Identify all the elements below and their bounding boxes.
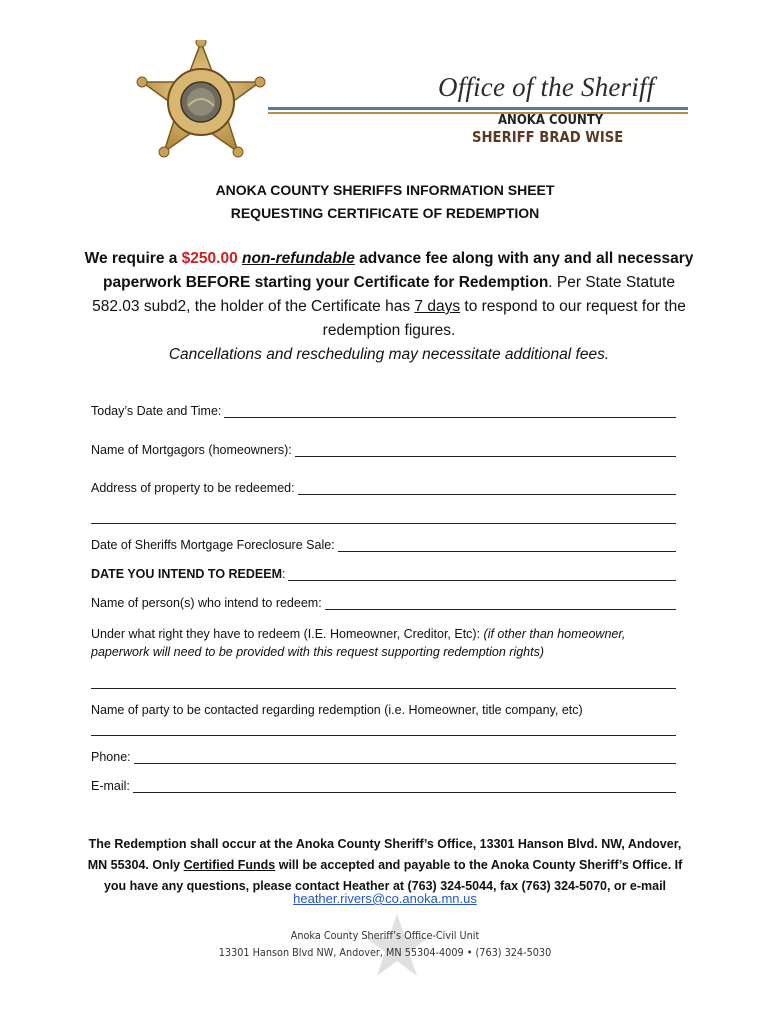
intend-date-colon: : (282, 567, 286, 581)
fee-notice (84, 247, 694, 367)
redeeming-persons-line[interactable] (325, 597, 676, 610)
mortgagors-label: Name of Mortgagors (homeowners): (91, 443, 292, 457)
phone-label: Phone: (91, 750, 131, 764)
redemption-right-note: (if other than homeowner, paperwork will need to be provided with this request supporting redemption rights) (91, 627, 626, 659)
intend-date-field[interactable] (91, 567, 676, 581)
notice-text-2: advance fee along with any and all necessary paperwork BEFORE starting your Certificate for Redemption (103, 250, 694, 291)
property-address-field[interactable] (91, 481, 676, 495)
cancellation-note: Cancellations and rescheduling may necessitate additional fees. (168, 346, 610, 363)
civil-unit-address: 13301 Hanson Blvd NW, Andover, MN 55304-4009 • (763) 324-5030 (218, 946, 552, 959)
sheet-title: ANOKA COUNTY SHERIFFS INFORMATION SHEET (215, 182, 555, 198)
todays-date-line[interactable] (224, 405, 676, 418)
redemption-right-label: Under what right they have to redeem (I.E. Homeowner, Creditor, Etc): (91, 627, 484, 641)
phone-line[interactable] (134, 751, 676, 764)
non-refundable-label: non-refundable (242, 250, 355, 267)
notice-text-4: to respond to our request for the redemption figures. (322, 298, 686, 339)
office-title: Office of the Sheriff (438, 72, 655, 102)
notice-text-1: We require a (84, 250, 182, 267)
certified-funds: Certified Funds (183, 858, 276, 872)
intend-date-line[interactable] (288, 568, 676, 581)
contact-email-link[interactable]: heather.rivers@co.anoka.mn.us (293, 891, 477, 906)
header-rule-gold (268, 112, 688, 114)
county-name: ANOKA COUNTY (498, 113, 604, 128)
sale-date-label: Date of Sheriffs Mortgage Foreclosure Sale: (91, 538, 335, 552)
property-address-line-2[interactable] (91, 523, 676, 524)
mortgagors-line[interactable] (295, 444, 676, 457)
sale-date-field[interactable] (91, 538, 676, 552)
property-address-label: Address of property to be redeemed: (91, 481, 295, 495)
email-field[interactable] (91, 779, 676, 793)
response-days: 7 days (414, 298, 461, 315)
intend-date-label: DATE YOU INTEND TO REDEEM (91, 567, 282, 581)
redemption-instructions (84, 834, 686, 897)
footer-text-1: The Redemption shall occur at the Anoka County Sheriff’s Office, 13301 Hanson Blvd. NW, Andover, MN 55304. Only (87, 837, 682, 872)
redeeming-persons-field[interactable] (91, 596, 676, 610)
sheriff-name: SHERIFF BRAD WISE (472, 128, 624, 146)
sheriff-badge-logo (136, 40, 266, 170)
todays-date-field[interactable] (91, 404, 676, 418)
sheet-subtitle: REQUESTING CERTIFICATE OF REDEMPTION (230, 205, 540, 221)
contact-party-label: Name of party to be contacted regarding redemption (i.e. Homeowner, title company, etc) (91, 703, 583, 717)
property-address-line[interactable] (298, 482, 676, 495)
email-label: E-mail: (91, 779, 130, 793)
redeeming-persons-label: Name of person(s) who intend to redeem: (91, 596, 322, 610)
header-rule-blue (268, 107, 688, 110)
notice-text-3: . Per State Statute 582.03 subd2, the holder of the Certificate has (92, 274, 675, 315)
redemption-right-line[interactable] (91, 688, 676, 689)
mortgagors-field[interactable] (91, 443, 676, 457)
phone-field[interactable] (91, 750, 676, 764)
civil-unit-name: Anoka County Sheriff’s Office-Civil Unit (290, 929, 480, 942)
todays-date-label: Today’s Date and Time: (91, 404, 222, 418)
footer-text-2: will be accepted and payable to the Anoka County Sheriff’s Office. If you have any questions, please contact Heather at (763) 324-5044, fax (763) 324-5070, or e-mail (103, 858, 683, 893)
email-line[interactable] (133, 780, 676, 793)
sale-date-line[interactable] (338, 539, 676, 552)
contact-party-line[interactable] (91, 735, 676, 736)
redemption-right-question (91, 625, 676, 661)
fee-amount: $250.00 (181, 250, 238, 267)
